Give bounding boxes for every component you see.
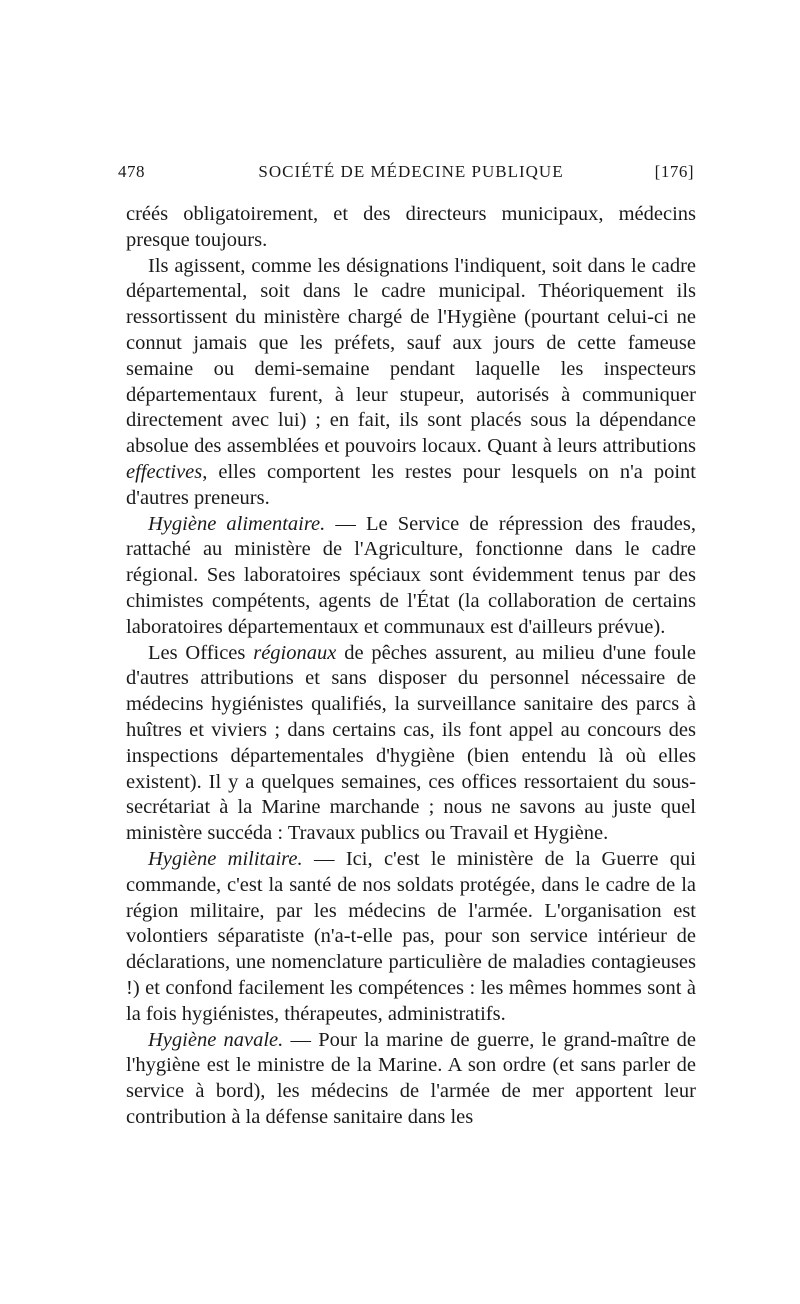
italic-term: effectives (126, 460, 203, 483)
paragraph-text: — Ici, c'est le ministère de la Guerre qui commande, c'est la santé de nos soldats protégée, dans le cadre de la région militaire, par les médecins de l'armée. L'organisation est volontiers séparatiste (n'a-t-elle pas, pour son service intérieur de déclarations, une nomenclature particulière de maladies contagieuses !) et confond facilement les compétences : les mêmes hommes sont à la fois hygiénistes, thérapeutes, administratifs. (126, 847, 696, 1025)
paragraph-hygiene-alimentaire (126, 512, 696, 641)
body-text (126, 202, 696, 1131)
paragraph-1 (126, 202, 696, 254)
paragraph-text-continued: , elles comportent les restes pour lesquels on n'a point d'autres preneurs. (126, 460, 696, 509)
italic-term: régionaux (253, 641, 337, 664)
page-number: 478 (118, 162, 145, 181)
running-title: SOCIÉTÉ DE MÉDECINE PUBLIQUE (258, 162, 564, 181)
book-page (118, 158, 696, 1131)
paragraph-text: Les Offices (148, 641, 254, 664)
section-lead-title: Hygiène militaire. (148, 847, 303, 870)
paragraph-2 (126, 254, 696, 512)
paragraph-text: Ils agissent, comme les désignations l'indiquent, soit dans le cadre départemental, soit dans le cadre municipal. Théoriquement ils ressortissent du ministère chargé de l'Hygiène (pourtant celui-ci ne connut jamais que les préfets, sauf aux jours de cette fameuse semaine ou demi-semaine pendant laquelle les inspecteurs départementaux furent, à leur stupeur, autorisés à communiquer directement avec lui) ; en fait, ils sont placés sous la dépendance absolue des assemblées et pouvoirs locaux. Quant à leurs attributions (126, 254, 696, 458)
bracket-reference: [176] (654, 162, 694, 181)
paragraph-text: — Pour la marine de guerre, le grand-maître de l'hygiène est le ministre de la Marine. A son ordre (et sans parler de service à bord), les médecins de l'armée de mer apportent leur contribution à la défense sanitaire dans les (126, 1028, 696, 1128)
paragraph-hygiene-navale (126, 1028, 696, 1131)
paragraph-text: créés obligatoirement, et des directeurs municipaux, médecins presque toujours. (126, 203, 696, 251)
running-head (118, 158, 696, 186)
paragraph-text-continued: de pêches assurent, au milieu d'une foule d'autres attributions et sans disposer du personnel nécessaire de médecins hygiénistes qualifiés, la surveillance sanitaire des parcs à huîtres et viviers ; dans certains cas, ils font appel au concours des inspections départementales d'hygiène (bien entendu là où elles existent). Il y a quelques semaines, ces offices ressortaient du sous-secrétariat à la Marine marchande ; nous ne savons au juste quel ministère succéda : Travaux publics ou Travail et Hygiène. (126, 641, 696, 845)
paragraph-offices-regionaux (126, 641, 696, 847)
section-lead-title: Hygiène alimentaire. (148, 512, 326, 535)
paragraph-text: — Le Service de répression des fraudes, rattaché au ministère de l'Agriculture, fonctionne dans le cadre régional. Ses laboratoires spéciaux sont évidemment tenus par des chimistes compétents, agents de l'État (la collaboration de certains laboratoires départementaux et communaux est d'ailleurs prévue). (126, 512, 696, 638)
section-lead-title: Hygiène navale. (148, 1028, 284, 1051)
paragraph-hygiene-militaire (126, 847, 696, 1028)
